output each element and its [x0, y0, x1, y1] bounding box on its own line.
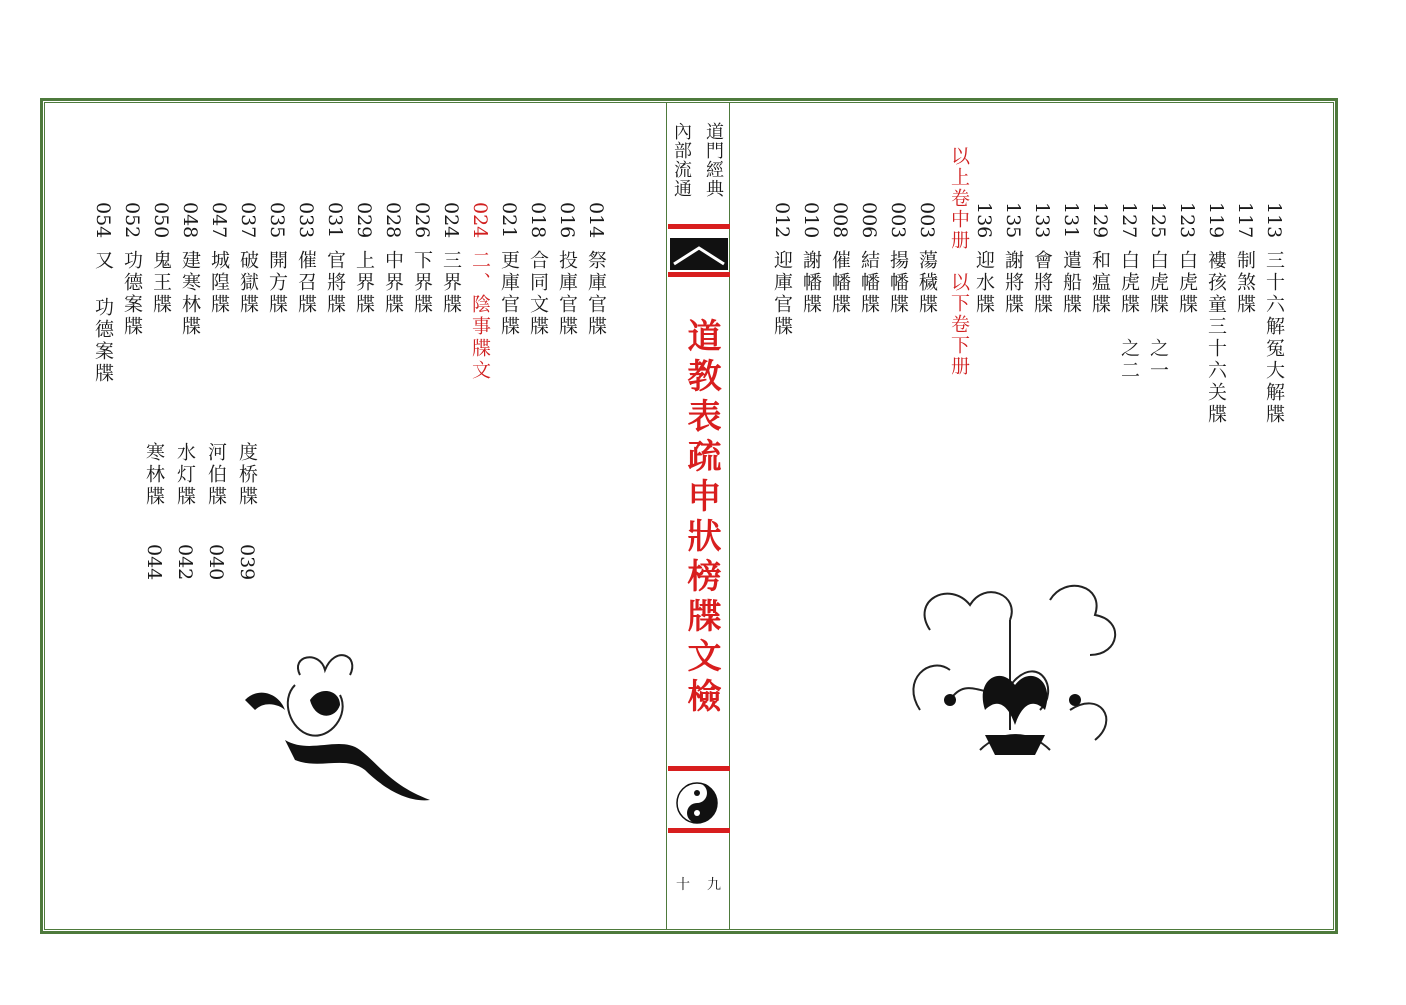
toc-entry-page-number: 136	[973, 202, 995, 239]
toc-entry	[441, 202, 460, 316]
toc-entry-title: 謝將牒	[1002, 250, 1024, 317]
toc-entry	[1119, 202, 1138, 382]
toc-entry-title: 下界牒	[411, 250, 433, 317]
toc-entry-page-number: 024	[469, 202, 491, 239]
toc-entry-title: 投庫官牒	[556, 250, 578, 339]
toc-entry-page-number: 125	[1147, 202, 1169, 239]
extra-entry	[237, 442, 256, 580]
toc-entry-title: 開方牒	[266, 250, 288, 317]
toc-entry-page-number: 028	[382, 202, 404, 239]
toc-entry-title: 祭庫官牒	[585, 250, 607, 339]
toc-entry-page-number: 026	[411, 202, 433, 239]
toc-entry-title: 中界牒	[382, 250, 404, 317]
spine-red-bar	[668, 828, 730, 833]
cloud-ornament-icon	[890, 560, 1140, 785]
toc-entry-title: 三十六解冤大解牒	[1263, 250, 1285, 427]
toc-entry-page-number: 113	[1263, 202, 1285, 239]
toc-entry	[830, 202, 849, 316]
toc-entry	[151, 202, 170, 316]
toc-entry-page-number: 123	[1176, 202, 1198, 239]
toc-entry-title: 迎水牒	[973, 250, 995, 317]
toc-entry-page-number: 050	[150, 202, 172, 239]
toc-entry-page-number: 129	[1089, 202, 1111, 239]
extra-entry-page-number: 040	[205, 544, 227, 581]
toc-entry-title: 褸孩童三十六关牒	[1205, 250, 1227, 427]
toc-entry-page-number: 052	[121, 202, 143, 239]
spine-red-bar	[668, 272, 730, 277]
toc-entry-page-number: 119	[1205, 202, 1227, 239]
toc-entry-title: 城隍牒	[208, 250, 230, 317]
toc-entry-title: 謝幡牒	[800, 250, 822, 317]
page-number-right: 九	[707, 877, 721, 893]
spine-title: 道教表疏申狀榜牒文檢	[681, 318, 721, 718]
extra-entry-title: 河伯牒	[205, 442, 227, 508]
toc-entry	[1061, 202, 1080, 316]
chevron-banner-icon	[670, 238, 728, 270]
toc-entry-title: 蕩穢牒	[916, 250, 938, 317]
toc-entry-page-number: 008	[829, 202, 851, 239]
toc-entry-page-number: 135	[1002, 202, 1024, 239]
toc-entry	[412, 202, 431, 316]
toc-entry	[859, 202, 878, 316]
toc-entry-page-number: 127	[1118, 202, 1140, 239]
toc-entry	[1148, 202, 1167, 382]
toc-entry-page-number: 029	[353, 202, 375, 239]
extra-entry-page-number: 042	[174, 544, 196, 581]
toc-entry-page-number: 016	[556, 202, 578, 239]
toc-entry	[470, 202, 489, 382]
toc-entry-title: 會將牒	[1031, 250, 1053, 317]
toc-entry	[354, 202, 373, 316]
toc-entry-title: 官將牒	[324, 250, 346, 317]
toc-entry	[1032, 202, 1051, 316]
toc-entry-title: 白虎牒 之二	[1118, 250, 1140, 383]
extra-entry	[206, 442, 225, 580]
toc-entry-title: 結幡牒	[858, 250, 880, 317]
toc-entry-title: 白虎牒 之一	[1147, 250, 1169, 383]
toc-entry-page-number: 117	[1234, 202, 1256, 239]
toc-entry	[888, 202, 907, 316]
toc-entry-page-number: 021	[498, 202, 520, 239]
spine-red-bar	[668, 224, 730, 229]
toc-entry-page-number: 031	[324, 202, 346, 239]
toc-entry-title: 鬼王牒	[150, 250, 172, 317]
toc-entry-title: 又 功德案牒	[92, 250, 114, 386]
toc-entry-title: 催幡牒	[829, 250, 851, 317]
toc-entry-page-number: 012	[771, 202, 793, 239]
toc-entry-page-number: 014	[585, 202, 607, 239]
extra-entry-page-number: 039	[236, 544, 258, 581]
toc-entry-page-number: 054	[92, 202, 114, 239]
yin-yang-icon	[676, 782, 718, 824]
toc-entry-page-number: 133	[1031, 202, 1053, 239]
toc-entry-title: 建寒林牒	[179, 250, 201, 339]
lotus-ornament-icon	[240, 645, 440, 810]
toc-entry	[586, 202, 605, 338]
toc-entry-title: 遣船牒	[1060, 250, 1082, 317]
toc-entry-page-number: 003	[887, 202, 909, 239]
toc-entry-page-number: 018	[527, 202, 549, 239]
toc-entry-page-number: 035	[266, 202, 288, 239]
extra-entry	[144, 442, 163, 580]
toc-entry-page-number: 006	[858, 202, 880, 239]
toc-entry-page-number: 037	[237, 202, 259, 239]
extra-entry	[175, 442, 194, 580]
toc-entry	[917, 202, 936, 316]
toc-entry	[296, 202, 315, 316]
spine-header-1: 道門經典	[703, 122, 724, 198]
toc-entry	[325, 202, 344, 316]
toc-entry	[1177, 202, 1196, 316]
toc-entry-page-number: 131	[1060, 202, 1082, 239]
toc-entry	[180, 202, 199, 338]
toc-entry-page-number: 047	[208, 202, 230, 239]
toc-entry-page-number: 010	[800, 202, 822, 239]
toc-entry-title: 和瘟牒	[1089, 250, 1111, 317]
toc-entry-title: 更庫官牒	[498, 250, 520, 339]
toc-entry-title: 破獄牒	[237, 250, 259, 317]
toc-entry	[974, 202, 993, 316]
toc-entry-title: 迎庫官牒	[771, 250, 793, 339]
toc-entry	[1264, 202, 1283, 426]
toc-entry	[772, 202, 791, 338]
page-number-left: 十	[676, 877, 690, 893]
toc-entry-title: 白虎牒	[1176, 250, 1198, 317]
toc-entry	[1003, 202, 1022, 316]
toc-entry	[1235, 202, 1254, 316]
toc-entry	[238, 202, 257, 316]
toc-entry-page-number: 033	[295, 202, 317, 239]
volume-divider: 以上卷中册 以下卷下册	[948, 146, 970, 377]
toc-entry-page-number: 024	[440, 202, 462, 239]
toc-entry-title: 合同文牒	[527, 250, 549, 339]
toc-entry	[267, 202, 286, 316]
toc-entry-title: 制煞牒	[1234, 250, 1256, 317]
toc-entry	[499, 202, 518, 338]
toc-entry-title: 功德案牒	[121, 250, 143, 339]
toc-entry-title: 上界牒	[353, 250, 375, 317]
toc-entry-title: 二、陰事牒文	[469, 250, 491, 383]
toc-entry	[209, 202, 228, 316]
toc-entry	[122, 202, 141, 338]
toc-entry	[557, 202, 576, 338]
extra-entry-title: 寒林牒	[143, 442, 165, 508]
toc-entry	[383, 202, 402, 316]
toc-entry-title: 催召牒	[295, 250, 317, 317]
toc-entry	[528, 202, 547, 338]
toc-entry	[801, 202, 820, 316]
toc-entry	[1206, 202, 1225, 426]
toc-entry	[1090, 202, 1109, 316]
toc-entry-title: 三界牒	[440, 250, 462, 317]
toc-entry-title: 揚幡牒	[887, 250, 909, 317]
spine-red-bar	[668, 766, 730, 771]
toc-entry	[93, 202, 112, 385]
extra-entry-title: 度桥牒	[236, 442, 258, 508]
toc-entry-page-number: 048	[179, 202, 201, 239]
extra-entry-title: 水灯牒	[174, 442, 196, 508]
spine-left-line	[666, 103, 667, 929]
extra-entry-page-number: 044	[143, 544, 165, 581]
toc-entry-page-number: 003	[916, 202, 938, 239]
spine-header-2: 內部流通	[671, 122, 692, 198]
